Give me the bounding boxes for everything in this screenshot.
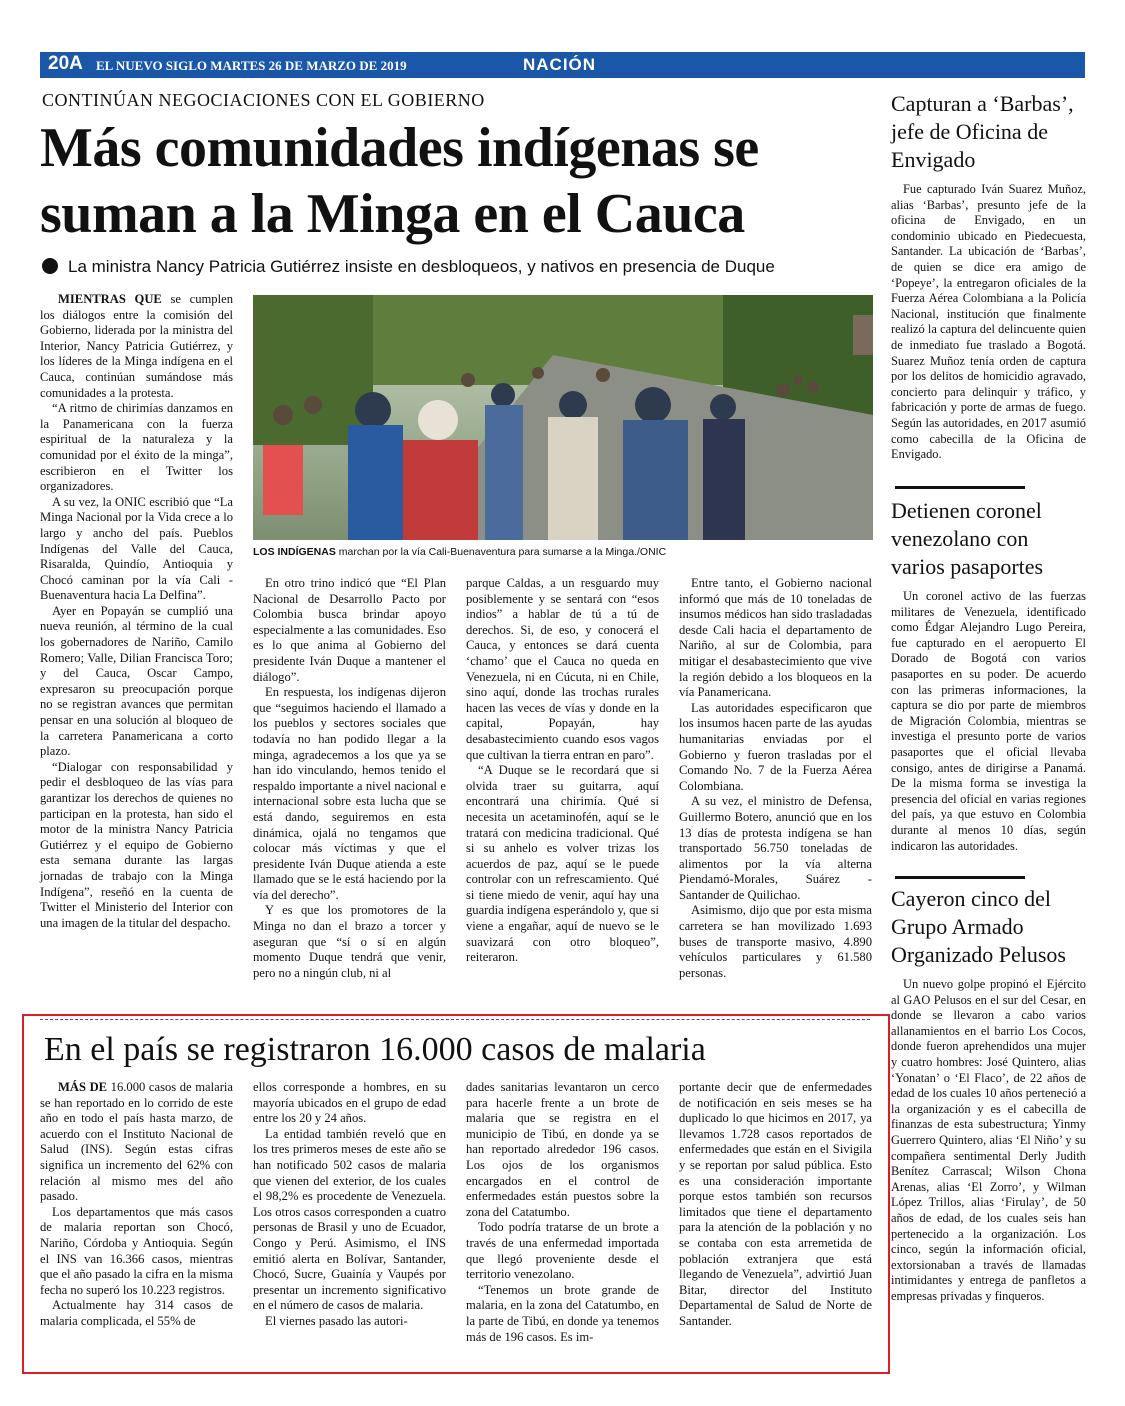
paragraph: La entidad también reveló que en los tres primeros meses de este año se han notificado 502 casos de malaria que vienen del exterior, de los cuales el 98,2% es procedente de Venezuela. Los otros casos corresponden a cuatro personas de Brasil y uno de Ecuador, Congo y Perú. Asimismo, el INS emitió alerta en Bolívar, Santander, Chocó, Sucre, Guainía y Vaupés por presentar un incremento significativo en el número de casos de malaria.: [253, 1126, 446, 1313]
paragraph: Todo podría tratarse de un brote a través de una enfermedad importada que llegó proveniente desde el territorio venezolano.: [466, 1220, 659, 1282]
brief-body: Fue capturado Iván Suarez Muñoz, alias ‘Barbas’, presunto jefe de la oficina de Envigado, en un condominio ubicado en Piedecuesta, Santander. La ubicación de ‘Barbas’, de quien se dice era amigo de ‘Popeye’, la entregaron oficiales de la Fuerza Aérea Colombiana a la Policía Nacional, institución que finalmente realizó la captura del delincuente quien de inmediato fue traslado a Bogotá. Suarez Muñoz tenía orden de captura por los delitos de homicidio agravado, concierto para delinquir y tráfico, y fabricación y porte de armas de fuego. Según las autoridades, en 2017 asumió como cabecilla de la Oficina de Envigado.: [891, 182, 1086, 462]
paragraph: MÁS DE 16.000 casos de malaria se han reportado en lo corrido de este año en todo el país hasta marzo, de acuerdo con el Instituto Nacional de Salud (INS). Según estas cifras significa un incremento del 62% con relación al mismo mes del año pasado.: [40, 1080, 233, 1204]
malaria-column-2: [253, 1080, 446, 1330]
paragraph: Actualmente hay 314 casos de malaria complicada, el 55% de: [40, 1298, 233, 1328]
march-photo: [253, 295, 873, 540]
paragraph: “A ritmo de chirimías danzamos en la Panamericana con la fuerza espiritual de la naturaleza y la comunidad por el éxito de la minga”, escribieron en el Twitter los organizadores.: [40, 401, 233, 494]
paragraph: Ayer en Popayán se cumplió una nueva reunión, al término de la cual los gobernadores de Nariño, Camilo Romero; Valle, Dilian Francisca Toro; y del Cauca, Oscar Campo, expresaron su preocupación porque no se registran avances que permitan pensar en una solución al bloqueo de la carretera Panamericana a corto plazo.: [40, 603, 233, 759]
malaria-column-1: [40, 1080, 233, 1330]
paragraph: El viernes pasado las autori-: [265, 1313, 408, 1328]
paragraph: “Dialogar con responsabilidad y pedir el desbloqueo de las vías para garantizar los derechos de quienes no participan en la protesta, han sido el motor de la ministra Nancy Patricia Gutiérrez y el equipo de Gobierno esta semana durante las largas jornadas de trabajo con la Minga Indígena”, reseñó en la cuenta de Twitter el Ministerio del Interior con una imagen de la titular del despacho.: [40, 759, 233, 930]
headline: Más comunidades indígenas se suman a la Minga en el Cauca: [40, 117, 759, 245]
paragraph: Asimismo, dijo que por esta misma carretera se han movilizado 1.693 buses de transporte masivo, 4.890 vehículos particulares y 61.580 personas.: [679, 903, 872, 980]
brief-title: Detienen coronel venezolano con varios pasaportes: [891, 498, 1044, 579]
subhead: [42, 257, 882, 277]
paper-date: EL NUEVO SIGLO MARTES 26 DE MARZO DE 2019: [96, 58, 407, 73]
malaria-column-3: [466, 1080, 659, 1345]
sidebar-brief-2: [891, 497, 1086, 854]
main-column-2: [253, 576, 446, 981]
photo-illustration: [253, 295, 873, 540]
paragraph: “A Duque se le recordará que si olvida traer su guitarra, aquí encontrará una chirimía. Qué si necesita un acetaminofén, aquí se le tratará con medicina tradicional. Qué si su anhelo es volver trizas los acuerdos de paz, aquí se le puede controlar con un refrescamiento. Qué si tiene miedo de venir, aquí hay una guardia indígena esperándolo y, que si viene a engañar, aquí de nuevo se le suavizará con otro bloqueo”, reiteraron.: [466, 763, 659, 965]
brief-title: Capturan a ‘Barbas’, jefe de Oficina de Envigado: [891, 91, 1074, 172]
photo-caption: [253, 546, 873, 558]
main-column-4: [679, 576, 872, 981]
paragraph: En otro trino indicó que “El Plan Nacional de Desarrollo Pacto por Colombia busca brindar apoyo especialmente a las comunidades. Eso es lo que anima al Gobierno del presidente Iván Duque a mantener el diálogo”.: [253, 576, 446, 684]
lead-in: MÁS DE: [58, 1080, 108, 1094]
sidebar-brief-3: [891, 885, 1086, 1304]
caption-text: marchan por la vía Cali-Buenaventura para sumarse a la Minga./ONIC: [335, 546, 667, 558]
paragraph: En respuesta, los indígenas dijeron que “seguimos haciendo el llamado a los pueblos y sectores sociales que todavía no han podido llegar a la minga, agradecemos a los que ya se han ido vinculando, hemos tenido el respaldo importante a nivel nacional e internacional sobre esta lucha que se está dando, seguiremos en esta dinámica, ojalá no tengamos que colocar más víctimas y que el presidente Iván Duque atienda a este llamado que se le está haciendo por la vía del derecho”.: [253, 685, 446, 902]
paragraph: dades sanitarias levantaron un cerco para hacerle frente a un brote de malaria que se registra en el municipio de Tibú, en donde ya se han reportado alrededor 196 casos. Los ojos de los organismos encargados en el control de enfermedades están puestos sobre la zona del Catatumbo.: [466, 1080, 659, 1219]
lead-in: MIENTRAS QUE: [58, 292, 162, 306]
brief-body: Un nuevo golpe propinó el Ejército al GAO Pelusos en el sur del Cesar, en donde se llevaron a cabo varios allanamientos en el barrio Los Cocos, donde fueron aprehendidos una mujer y cuatro hombres: José Quintero, alias ‘Yonatan’ o ‘El Flaco’, de 22 años de edad de los cuales 10 años perteneció a la organización y es el cabecilla de finanzas de esta subestructura; Yinmy Guerrero Quintero, alias ‘El Niño’ y su compañera sentimental Derly Judith Benítez Carrascal; Wilson Chona Arenas, alias ‘El Zorro’, y Wilman López Trillos, alias ‘Firulay’, de 50 años de edad, de los cuales seis han pertenecido a la organización. Los cinco, según la información oficial, extorsionaban a través de llamadas intimidantes y entrega de panfletos a empresas privadas y finqueros.: [891, 977, 1086, 1303]
subhead-text: La ministra Nancy Patricia Gutiérrez insiste en desbloqueos, y nativos en presencia de Duque: [68, 257, 775, 276]
paragraph: Entre tanto, el Gobierno nacional informó que más de 10 toneladas de insumos médicos han sido trasladadas desde Cali hacia el departamento de Nariño, al sur de Colombia, para mitigar el desabastecimiento que vive la región debido a los bloqueos en la vía Panamericana.: [679, 576, 872, 700]
main-column-1: [40, 292, 233, 931]
section-name: NACIÓN: [523, 55, 597, 74]
brief-title: Cayeron cinco del Grupo Armado Organizado Pelusos: [891, 886, 1066, 967]
brief-body: Un coronel activo de las fuerzas militares de Venezuela, identificado como Édgar Alejandro Lugo Pereira, fue capturado en el aeropuerto El Dorado de Bogotá con varios pasaportes en su poder. De acuerdo con las primeras informaciones, la captura se dio por parte de miembros de Migración Colombia, mientras se investiga el presunto porte de varios pasaportes que el oficial llevaba consigo, antes de dirigirse a Panamá. De la misma forma se investiga la presencia del oficial en varias regiones del país, ya que estuvo en Colombia durante al menos 10 días, según indicaron las autoridades.: [891, 589, 1086, 853]
paragraph: Los departamentos que más casos de malaria reportan son Chocó, Nariño, Córdoba y Antioquia. Según el INS van 16.366 casos, mientras que el año pasado la cifra en la misma fecha no superó los 10.223 registros.: [40, 1204, 233, 1297]
paragraph: Las autoridades especificaron que los insumos hacen parte de las ayudas humanitarias enviadas por el Gobierno y fueron trasladas por el Comando No. 7 de la Fuerza Aérea Colombiana.: [679, 700, 872, 793]
paragraph: MIENTRAS QUE se cumplen los diálogos entre la comisión del Gobierno, liderada por la ministra del Interior, Nancy Patricia Gutiérrez, y los líderes de la Minga indígena en el Cauca, continúan sumándose más comunidades a la protesta.: [40, 292, 233, 400]
malaria-column-4: [679, 1080, 872, 1330]
brief-divider: [895, 876, 1025, 879]
page-number: 20A: [48, 53, 83, 74]
paragraph: portante decir que de enfermedades de notificación en seis meses se ha duplicado lo que hicimos en 2017, ya llevamos 1.728 casos reportados de enfermedades que están en el Sivigila y se reportan por salud pública. Esto es una consideración importante porque estos también son recursos limitados que tiene el departamento para la atención de la población y no se contaba con esta arremetida de población extranjera que está llegando de Venezuela”, advirtió Juan Bitar, director del Instituto Departamental de Salud de Norte de Santander.: [679, 1080, 872, 1328]
main-column-3: [466, 576, 659, 966]
sidebar-brief-1: [891, 90, 1086, 463]
bullet-icon: [42, 258, 58, 274]
paragraph: A su vez, la ONIC escribió que “La Minga Nacional por la Vida crece a lo largo y ancho del país. Pueblos Indígenas del Valle del Cauca, Risaralda, Quindío, Antioquia y Chocó caminan por la vía Cali - Buenaventura hacia La Delfina”.: [40, 494, 233, 603]
paragraph: A su vez, el ministro de Defensa, Guillermo Botero, anunció que en los 13 días de protesta indígena se han transportado 56.750 toneladas de alimentos por la vía alterna Piendamó-Morales, Suárez -Santander de Quilichao.: [679, 794, 872, 902]
paragraph: Y es que los promotores de la Minga no dan el brazo a torcer y aseguran que “sí o sí en algún momento Duque tendrá que venir, pero no a ningún club, ni al: [253, 903, 446, 980]
paragraph: “Tenemos un brote grande de malaria, en la zona del Catatumbo, en la parte de Tibú, en donde ya tenemos más de 196 casos. Es im-: [466, 1282, 659, 1344]
malaria-headline: En el país se registraron 16.000 casos de malaria: [44, 1031, 706, 1068]
kicker: CONTINÚAN NEGOCIACIONES CON EL GOBIERNO: [42, 90, 485, 110]
brief-divider: [895, 486, 1025, 489]
caption-lead: LOS INDÍGENAS: [253, 546, 336, 558]
paragraph: parque Caldas, a un resguardo muy posiblemente y se sentará con “esos indios” a hablar de tú a tú de derechos. Si, de eso, y conocerá el Cauca, y entonces se dará cuenta ‘chamo’ que el Cauca no queda en Venezuela, ni en Cúcuta, ni en Chile, sino aquí, donde las trochas rurales hacen las veces de vías y donde en la capital, Popayán, hay desabastecimiento cuando esos vagos que cultivan la tierra entran en paro”.: [466, 576, 659, 762]
paragraph: ellos corresponde a hombres, en su mayoría ubicados en el grupo de edad entre los 20 y 24 años.: [253, 1080, 446, 1126]
